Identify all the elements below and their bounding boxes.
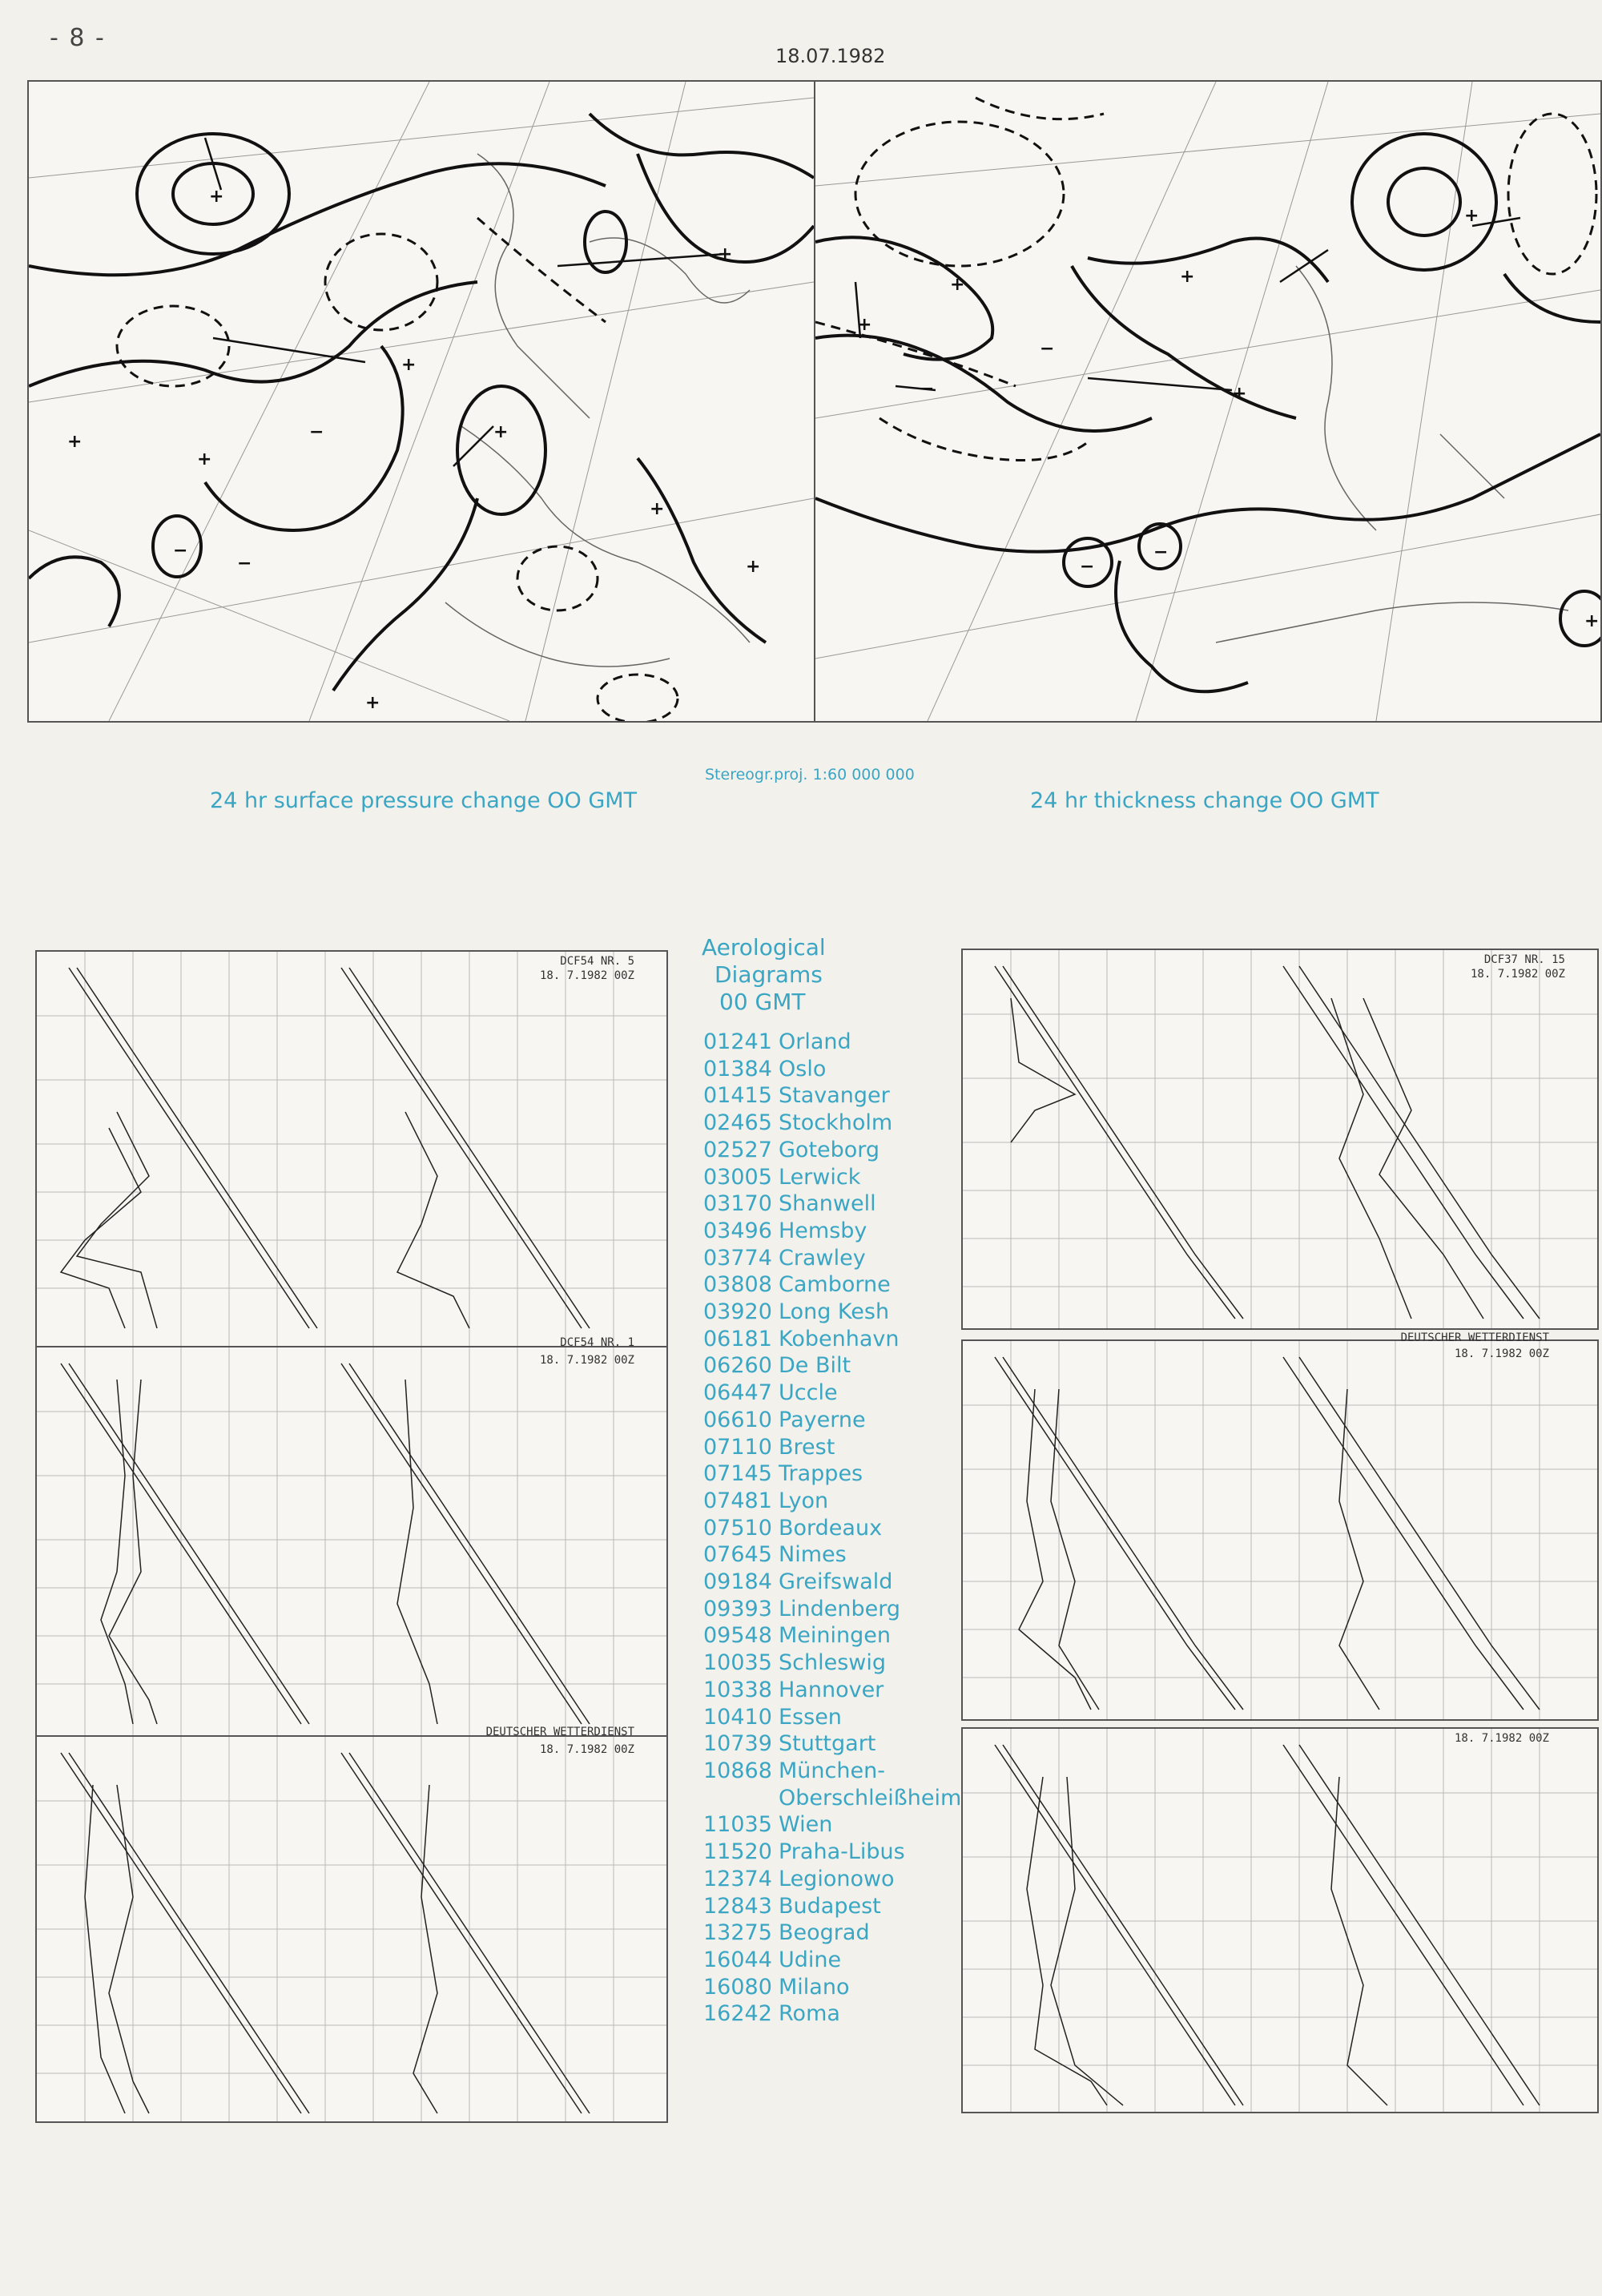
- aerological-diagram-right-top: [961, 949, 1599, 1330]
- station-row: [703, 1218, 961, 1245]
- aerological-title-line: Diagrams: [714, 961, 823, 988]
- station-name: Lindenberg: [779, 1596, 901, 1621]
- station-row: [703, 1245, 961, 1272]
- station-code: 06260: [703, 1353, 772, 1379]
- station-code: 07145: [703, 1461, 772, 1487]
- diagram-header-tag: DEUTSCHER WETTERDIENST: [1400, 1331, 1549, 1344]
- station-code: 16242: [703, 2001, 772, 2027]
- svg-text:+: +: [1464, 206, 1479, 226]
- station-code: 03920: [703, 1299, 772, 1325]
- station-name: Lerwick: [779, 1164, 861, 1190]
- station-name: Udine: [779, 1947, 842, 1972]
- page-number: - 8 -: [50, 24, 106, 52]
- station-row: [703, 1164, 961, 1191]
- svg-text:+: +: [365, 693, 380, 713]
- station-row: [703, 1488, 961, 1515]
- station-name: Bordeaux: [779, 1515, 883, 1541]
- diagram-header-date: 18. 7.1982 00Z: [539, 1354, 634, 1367]
- station-name: Praha-Libus: [779, 1839, 905, 1865]
- diagram-plot: [37, 1737, 666, 2121]
- station-code: 16080: [703, 1974, 772, 2000]
- station-code: 01241: [703, 1029, 772, 1054]
- station-name: Wien: [779, 1812, 833, 1838]
- station-row: [703, 1839, 961, 1866]
- diagram-header-date: 18. 7.1982 00Z: [1454, 1347, 1549, 1360]
- station-row: [703, 1271, 961, 1299]
- station-code: 07510: [703, 1515, 772, 1541]
- projection-note: Stereogr.proj. 1:60 000 000: [705, 766, 915, 783]
- svg-text:−: −: [920, 379, 935, 399]
- station-row: [703, 1974, 961, 2001]
- station-name: Hemsby: [779, 1218, 867, 1243]
- station-row: [703, 1730, 961, 1758]
- station-name: Kobenhavn: [779, 1326, 900, 1351]
- station-row: [703, 1190, 961, 1218]
- station-name: Stavanger: [779, 1083, 890, 1109]
- station-name: Orland: [779, 1029, 851, 1054]
- svg-text:−: −: [173, 541, 188, 561]
- station-row: [703, 1893, 961, 1920]
- station-name: Shanwell: [779, 1191, 876, 1217]
- pressure-map-drawing: [29, 82, 814, 721]
- diagram-plot: [963, 950, 1597, 1328]
- right-map-caption: 24 hr thickness change OO GMT: [1030, 788, 1379, 813]
- station-name: Beograd: [779, 1920, 870, 1946]
- station-row: [703, 1029, 961, 1056]
- left-map-caption: 24 hr surface pressure change OO GMT: [210, 788, 638, 813]
- station-code: 03496: [703, 1218, 772, 1243]
- station-row: [703, 1137, 961, 1164]
- station-code: 01415: [703, 1083, 772, 1109]
- station-code: 09184: [703, 1569, 772, 1595]
- station-code: 06181: [703, 1326, 772, 1351]
- station-row: [703, 1947, 961, 1974]
- station-name: Payerne: [779, 1407, 866, 1432]
- aerological-diagram-right-mid: [961, 1331, 1599, 1721]
- station-row: [703, 1758, 961, 1785]
- station-row: [703, 1704, 961, 1731]
- station-name: Budapest: [779, 1893, 881, 1919]
- station-name: Milano: [779, 1974, 850, 2000]
- station-row: [703, 1622, 961, 1649]
- station-row: [703, 2000, 961, 2028]
- station-name: Oberschleißheim: [779, 1785, 962, 1811]
- aerological-diagram-left-mid: [35, 1336, 668, 1737]
- diagram-plot: [37, 952, 666, 1346]
- station-code: 06447: [703, 1380, 772, 1406]
- thickness-change-map: [814, 80, 1602, 723]
- aerological-diagram-left-top: [35, 950, 668, 1347]
- station-row: [703, 1460, 961, 1488]
- station-code: [703, 1785, 779, 1812]
- svg-text:−: −: [237, 554, 252, 574]
- svg-text:−: −: [1080, 557, 1095, 577]
- svg-text:+: +: [1584, 611, 1600, 631]
- diagram-plot: [37, 1347, 666, 1735]
- station-name: Meiningen: [779, 1623, 891, 1649]
- station-code: 07110: [703, 1434, 772, 1460]
- station-code: 03170: [703, 1191, 772, 1217]
- station-row: [703, 1569, 961, 1596]
- svg-text:−: −: [309, 422, 324, 442]
- station-name: Essen: [779, 1704, 842, 1730]
- station-code: 10868: [703, 1758, 772, 1783]
- diagram-header-tag: DCF54 NR. 1: [560, 1336, 634, 1349]
- diagram-header-date: 18. 7.1982 00Z: [1454, 1732, 1549, 1745]
- station-code: 09548: [703, 1623, 772, 1649]
- station-row: [703, 1677, 961, 1704]
- station-code: 01384: [703, 1056, 772, 1082]
- station-name: Brest: [779, 1434, 835, 1460]
- svg-text:+: +: [718, 244, 733, 264]
- station-name: Camborne: [779, 1272, 891, 1298]
- station-code: 16044: [703, 1947, 772, 1972]
- station-code: 11035: [703, 1812, 772, 1838]
- station-name: Stockholm: [779, 1110, 893, 1136]
- station-row: [703, 1434, 961, 1461]
- station-code: 10338: [703, 1677, 772, 1702]
- svg-text:+: +: [401, 355, 417, 375]
- station-row: [703, 1785, 961, 1812]
- station-name: Stuttgart: [779, 1731, 876, 1757]
- station-code: 06610: [703, 1407, 772, 1432]
- station-name: Uccle: [779, 1380, 838, 1406]
- station-code: 10739: [703, 1731, 772, 1757]
- diagram-header-date: 18. 7.1982 00Z: [539, 969, 634, 982]
- station-row: [703, 1380, 961, 1407]
- station-row: [703, 1596, 961, 1623]
- station-code: 12374: [703, 1866, 772, 1891]
- diagram-header-date: 18. 7.1982 00Z: [539, 1743, 634, 1756]
- station-row: [703, 1056, 961, 1083]
- diagram-header-tag: DEUTSCHER WETTERDIENST: [485, 1726, 634, 1738]
- svg-text:+: +: [1180, 267, 1195, 287]
- svg-text:+: +: [493, 422, 509, 442]
- station-name: Oslo: [779, 1056, 827, 1082]
- diagram-header-tag: DCF54 NR. 5: [560, 955, 634, 968]
- station-row: [703, 1811, 961, 1839]
- station-row: [703, 1407, 961, 1434]
- station-name: De Bilt: [779, 1353, 851, 1379]
- station-name: München-: [779, 1758, 885, 1783]
- svg-text:−: −: [1040, 339, 1055, 359]
- station-code: 03774: [703, 1245, 772, 1271]
- station-name: Roma: [779, 2001, 840, 2027]
- station-row: [703, 1110, 961, 1137]
- station-code: 13275: [703, 1920, 772, 1946]
- station-row: [703, 1326, 961, 1353]
- station-code: 10410: [703, 1704, 772, 1730]
- station-name: Trappes: [779, 1461, 863, 1487]
- station-row: [703, 1866, 961, 1893]
- svg-text:+: +: [197, 449, 212, 469]
- station-name: Crawley: [779, 1245, 866, 1271]
- svg-text:+: +: [67, 432, 83, 452]
- surface-pressure-change-map: [27, 80, 815, 723]
- aerological-title-line: 00 GMT: [719, 989, 806, 1015]
- station-row: [703, 1541, 961, 1569]
- page-date: 18.07.1982: [775, 45, 886, 67]
- station-row: [703, 1299, 961, 1326]
- svg-text:+: +: [857, 315, 872, 335]
- station-code: 09393: [703, 1596, 772, 1621]
- station-code: 07645: [703, 1542, 772, 1568]
- station-name: Schleswig: [779, 1650, 886, 1676]
- station-list: [703, 1029, 961, 2028]
- station-row: [703, 1919, 961, 1947]
- station-name: Nimes: [779, 1542, 847, 1568]
- station-code: 02527: [703, 1137, 772, 1162]
- svg-text:+: +: [209, 187, 224, 207]
- station-row: [703, 1082, 961, 1110]
- diagram-plot: [963, 1341, 1597, 1719]
- station-code: 12843: [703, 1893, 772, 1919]
- svg-text:+: +: [650, 499, 665, 519]
- diagram-plot: [963, 1729, 1597, 2112]
- station-code: 11520: [703, 1839, 772, 1865]
- station-name: Goteborg: [779, 1137, 880, 1162]
- station-name: Long Kesh: [779, 1299, 890, 1325]
- svg-text:+: +: [746, 557, 761, 577]
- svg-text:+: +: [950, 275, 965, 295]
- station-name: Hannover: [779, 1677, 884, 1702]
- station-name: Legionowo: [779, 1866, 895, 1891]
- station-code: 03005: [703, 1164, 772, 1190]
- station-row: [703, 1352, 961, 1380]
- station-name: Greifswald: [779, 1569, 893, 1595]
- station-code: 03808: [703, 1272, 772, 1298]
- thickness-map-drawing: [815, 82, 1600, 721]
- diagram-header-tag: DCF37 NR. 15: [1483, 953, 1565, 966]
- svg-text:−: −: [1153, 542, 1169, 562]
- diagram-header-date: 18. 7.1982 00Z: [1470, 968, 1565, 981]
- aerological-diagram-left-bottom: [35, 1726, 668, 2123]
- svg-text:+: +: [1232, 384, 1247, 404]
- station-code: 07481: [703, 1488, 772, 1513]
- station-code: 10035: [703, 1650, 772, 1676]
- station-name: Lyon: [779, 1488, 829, 1513]
- aerological-title: [702, 934, 886, 1016]
- station-code: 02465: [703, 1110, 772, 1136]
- aerological-diagram-right-bottom: [961, 1727, 1599, 2113]
- station-row: [703, 1649, 961, 1677]
- station-row: [703, 1515, 961, 1542]
- aerological-title-line: Aerological: [702, 934, 826, 961]
